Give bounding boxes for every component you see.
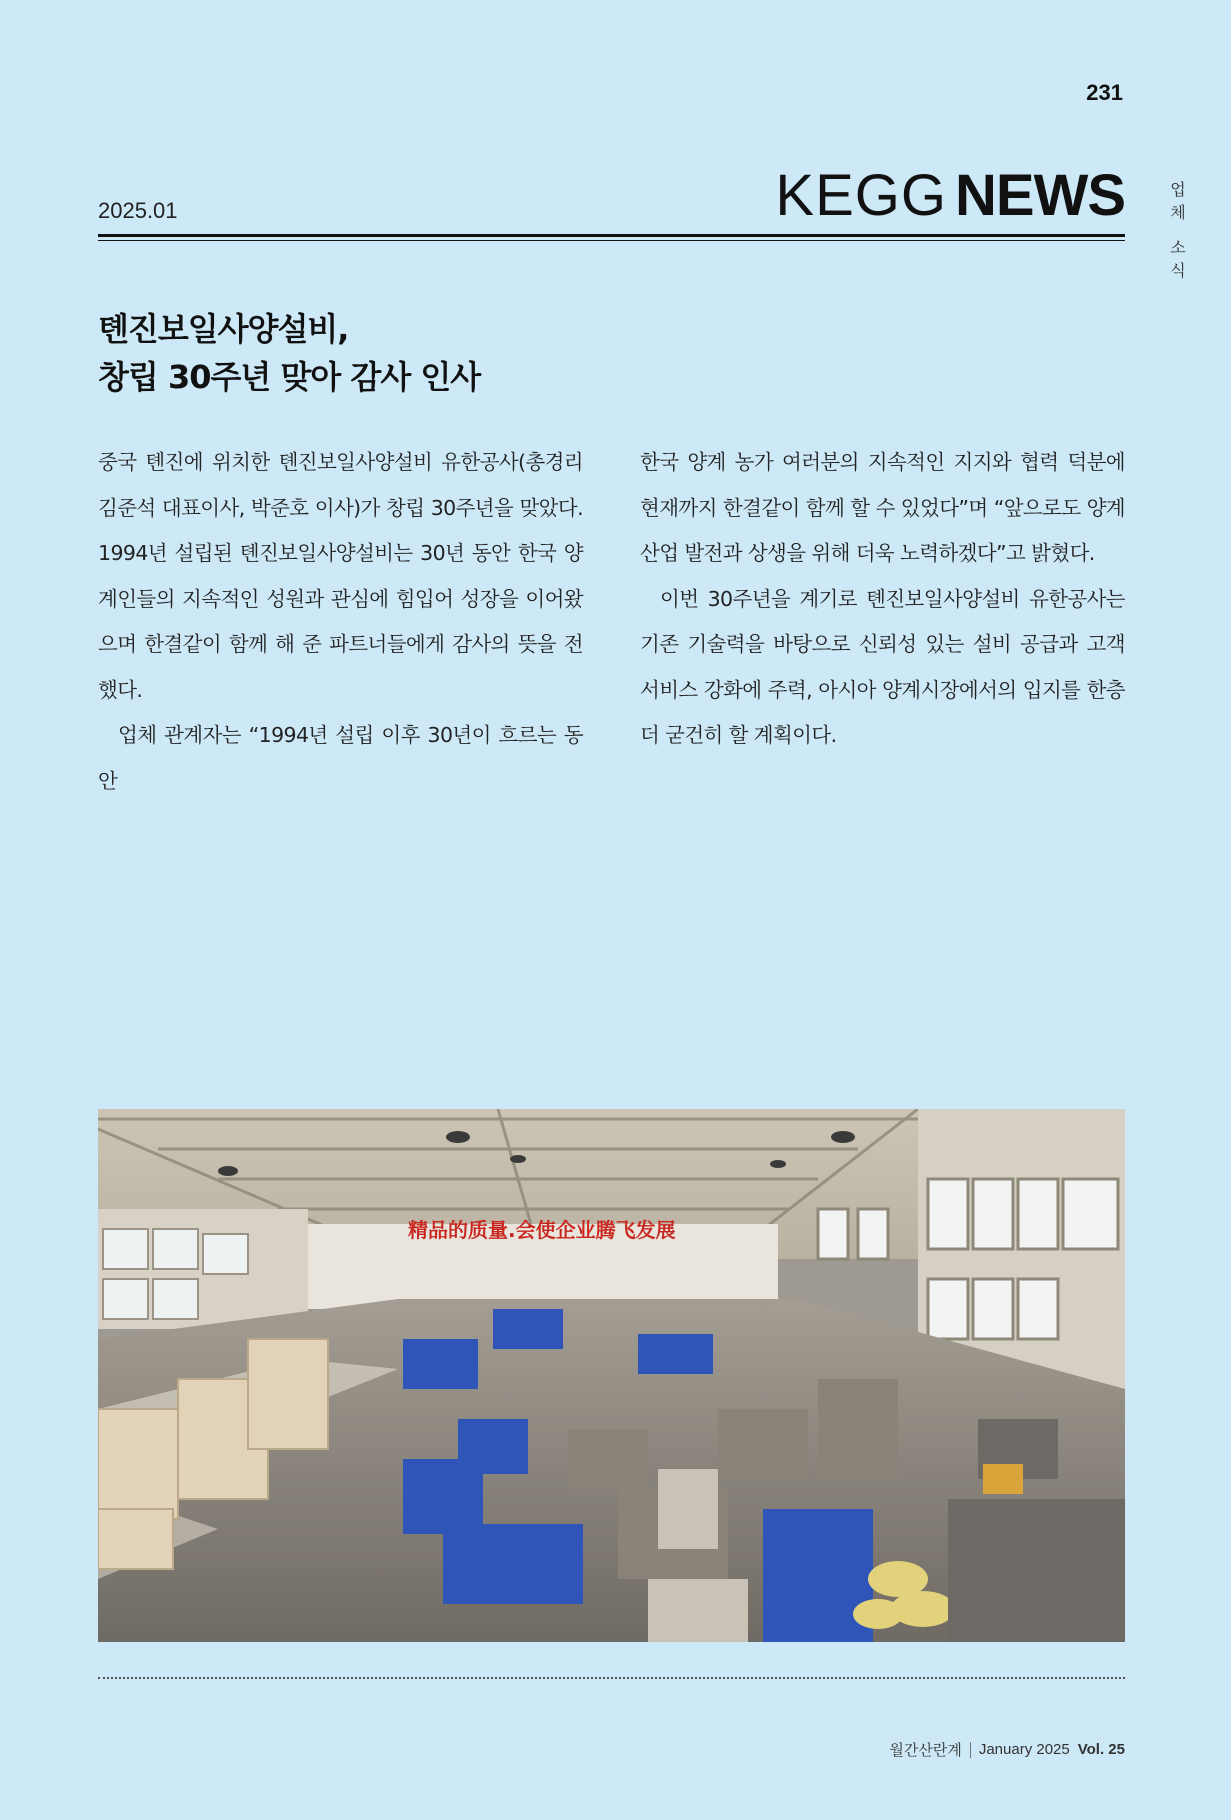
section-side-label [1168, 178, 1188, 282]
footer-magazine-name: 월간산란계 [889, 1742, 962, 1759]
factory-photo [98, 1109, 1125, 1642]
masthead-logo [775, 164, 1125, 228]
side-label-char: 업 [1170, 180, 1186, 199]
masthead-kegg: KEGG [775, 163, 947, 228]
body-column-right [640, 440, 1125, 759]
issue-date: 2025.01 [98, 198, 178, 223]
body-column-left [98, 440, 583, 804]
header-rule [98, 234, 1125, 237]
body-paragraph: 업체 관계자는 “1994년 설립 이후 30년이 흐르는 동안 [98, 723, 583, 793]
footer-rule [98, 1677, 1125, 1679]
side-label-char: 식 [1170, 261, 1186, 280]
masthead-news: NEWS [955, 163, 1125, 228]
page-footer [889, 1739, 1125, 1760]
headline-line-2: 창립 30주년 맞아 감사 인사 [98, 358, 481, 396]
footer-separator [970, 1742, 971, 1758]
footer-volume: Vol. 25 [1077, 1741, 1125, 1758]
factory-photo-illustration [98, 1109, 1125, 1642]
article-headline [98, 305, 798, 401]
body-paragraph: 중국 톈진에 위치한 톈진보일사양설비 유한공사(총경리 김준석 대표이사, 박준호 이사)가 창립 30주년을 맞았다. 1994년 설립된 톈진보일사양설비는 30년 동안 한국 양계인들의 지속적인 성원과 관심에 힘입어 성장을 이어왔으며 한결같이 함께 해 준 파트너들에게 감사의 뜻을 전했다. [98, 450, 583, 702]
side-label-char: 체 [1170, 203, 1186, 222]
factory-banner-text: 精品的质量.会使企业腾飞发展 [408, 1218, 676, 1242]
page-number: 231 [1086, 80, 1123, 105]
headline-line-1: 톈진보일사양설비, [98, 310, 349, 348]
header-rule-thin [98, 240, 1125, 241]
body-paragraph: 이번 30주년을 계기로 톈진보일사양설비 유한공사는 기존 기술력을 바탕으로 신뢰성 있는 설비 공급과 고객 서비스 강화에 주력, 아시아 양계시장에서의 입지를 한층 더 굳건히 할 계획이다. [640, 586, 1125, 747]
body-paragraph: 한국 양계 농가 여러분의 지속적인 지지와 협력 덕분에 현재까지 한결같이 함께 할 수 있었다”며 “앞으로도 양계 산업 발전과 상생을 위해 더욱 노력하겠다”고 밝혔다. [640, 450, 1125, 565]
footer-date: January 2025 [978, 1741, 1070, 1758]
side-label-char: 소 [1170, 238, 1186, 257]
